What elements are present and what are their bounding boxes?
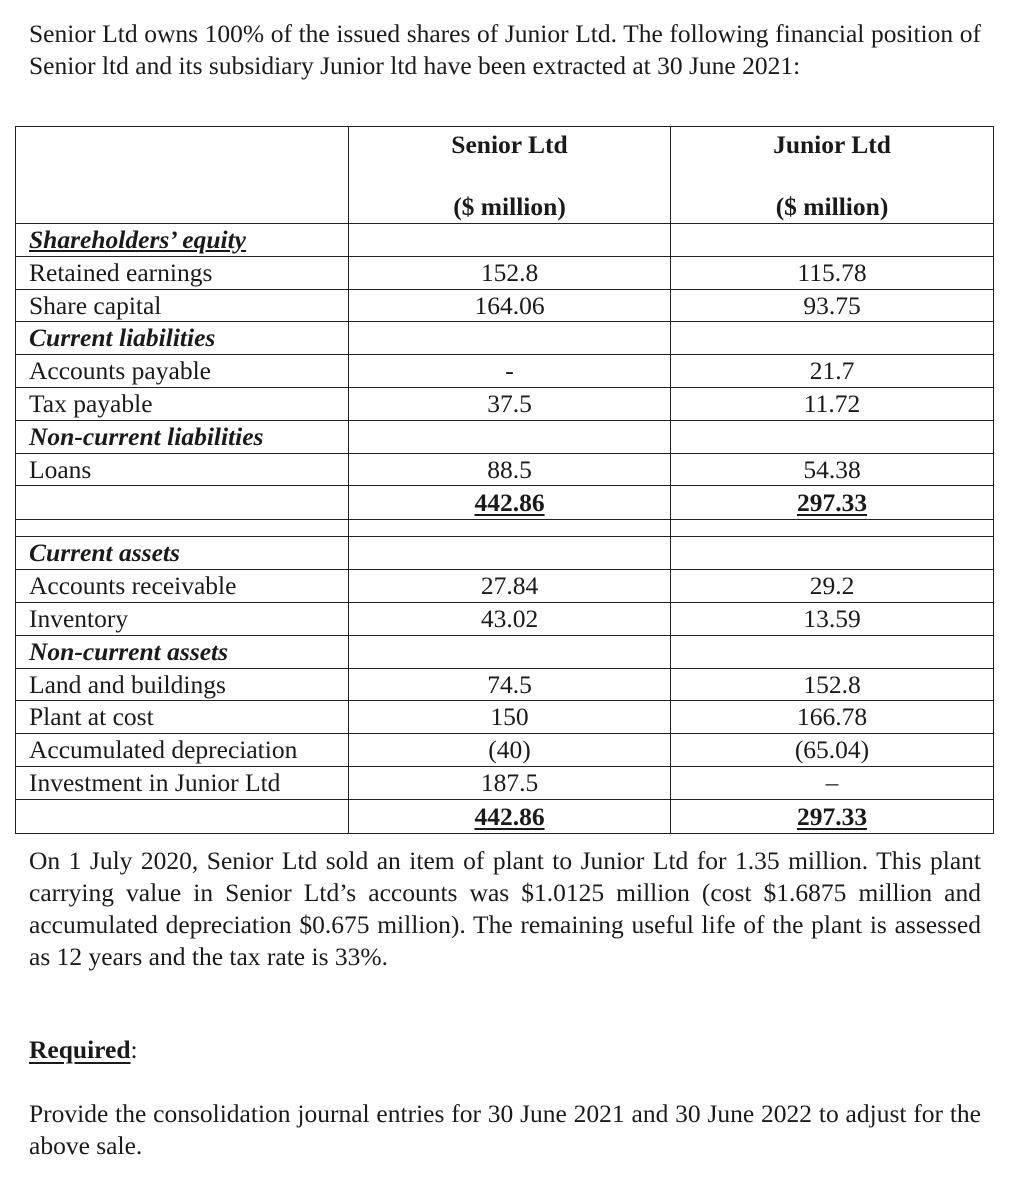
senior-value: 43.02 xyxy=(349,602,671,635)
table-row xyxy=(16,734,994,767)
junior-value: 29.2 xyxy=(671,570,994,603)
senior-value: - xyxy=(349,355,671,388)
row-label: Accounts payable xyxy=(16,355,349,388)
row-label: Retained earnings xyxy=(16,256,349,289)
section-row xyxy=(16,322,994,355)
table-row xyxy=(16,766,994,799)
senior-total-liabilities-equity: 442.86 xyxy=(474,488,545,518)
senior-value: 88.5 xyxy=(349,453,671,486)
senior-value: 74.5 xyxy=(349,668,671,701)
intro-paragraph: Senior Ltd owns 100% of the issued shares of Junior Ltd. The following financial position of Senior ltd and its subsidiary Junior ltd have been extracted at 30 June 2021: xyxy=(29,19,981,80)
table-row xyxy=(16,602,994,635)
junior-value: – xyxy=(671,766,994,799)
section-row xyxy=(16,420,994,453)
section-row xyxy=(16,537,994,570)
table-header-row xyxy=(16,127,994,224)
row-label: Plant at cost xyxy=(16,701,349,734)
senior-value: 187.5 xyxy=(349,766,671,799)
row-label: Loans xyxy=(16,453,349,486)
junior-value: 11.72 xyxy=(671,387,994,420)
junior-value: 54.38 xyxy=(671,453,994,486)
junior-total-assets: 297.33 xyxy=(796,801,868,831)
table-row xyxy=(16,387,994,420)
total-row xyxy=(16,486,994,520)
required-label: Required xyxy=(29,1035,131,1064)
spacer-row xyxy=(16,520,994,537)
header-junior-name: Junior Ltd xyxy=(773,130,891,159)
header-junior xyxy=(671,127,994,224)
senior-value: 164.06 xyxy=(349,289,671,322)
junior-value: 115.78 xyxy=(671,256,994,289)
senior-total-assets: 442.86 xyxy=(474,801,545,831)
senior-value: 27.84 xyxy=(349,570,671,603)
row-label: Tax payable xyxy=(16,387,349,420)
total-row xyxy=(16,799,994,833)
table-row xyxy=(16,256,994,289)
section-current-assets: Current assets xyxy=(16,537,349,570)
plant-sale-paragraph: On 1 July 2020, Senior Ltd sold an item of plant to Junior Ltd for 1.35 million. This plant carrying value in Senior Ltd’s accounts was $1.0125 million (cost $1.6875 million and accumulated depreciation $0.675 million). The remaining useful life of the plant is assessed as 12 years and the tax rate is 33%. xyxy=(29,846,981,971)
junior-value: 21.7 xyxy=(671,355,994,388)
table-row xyxy=(16,453,994,486)
row-label: Accumulated depreciation xyxy=(16,734,349,767)
header-senior xyxy=(349,127,671,224)
table-row xyxy=(16,668,994,701)
section-row xyxy=(16,224,994,257)
section-row xyxy=(16,635,994,668)
section-non-current-liabilities: Non-current liabilities xyxy=(16,420,349,453)
junior-value: 152.8 xyxy=(671,668,994,701)
row-label: Share capital xyxy=(16,289,349,322)
table-row xyxy=(16,355,994,388)
required-colon: : xyxy=(130,1035,138,1064)
senior-value: 37.5 xyxy=(349,387,671,420)
junior-value: 13.59 xyxy=(671,602,994,635)
junior-total-liabilities-equity: 297.33 xyxy=(796,488,868,518)
section-non-current-assets: Non-current assets xyxy=(16,635,349,668)
table-row xyxy=(16,570,994,603)
row-label: Inventory xyxy=(16,602,349,635)
row-label: Land and buildings xyxy=(16,668,349,701)
required-heading xyxy=(29,1035,138,1065)
junior-value: 166.78 xyxy=(671,701,994,734)
section-shareholders-equity: Shareholders’ equity xyxy=(16,224,349,257)
header-senior-name: Senior Ltd xyxy=(451,130,568,159)
row-label: Investment in Junior Ltd xyxy=(16,766,349,799)
table-row xyxy=(16,289,994,322)
junior-value: (65.04) xyxy=(671,734,994,767)
section-current-liabilities: Current liabilities xyxy=(16,322,349,355)
financial-position-table xyxy=(15,126,994,834)
senior-value: (40) xyxy=(349,734,671,767)
table-row xyxy=(16,701,994,734)
header-senior-unit: ($ million) xyxy=(453,191,566,221)
senior-value: 150 xyxy=(349,701,671,734)
row-label: Accounts receivable xyxy=(16,570,349,603)
header-blank-cell xyxy=(16,127,349,224)
task-paragraph: Provide the consolidation journal entries for 30 June 2021 and 30 June 2022 to adjust for the above sale. xyxy=(29,1099,981,1160)
senior-value: 152.8 xyxy=(349,256,671,289)
junior-value: 93.75 xyxy=(671,289,994,322)
header-junior-unit: ($ million) xyxy=(775,191,889,221)
